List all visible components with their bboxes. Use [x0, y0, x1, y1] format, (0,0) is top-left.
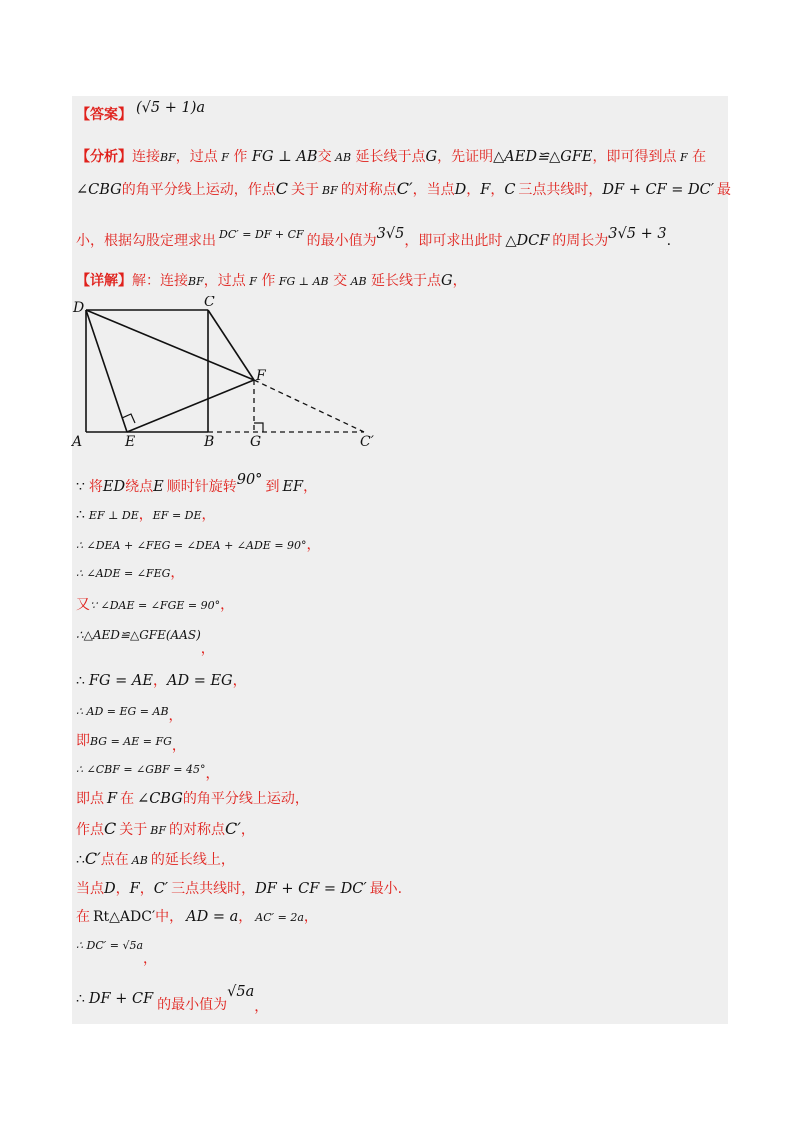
step-15: 在 Rt△ADC′中， AD = a， AC′ = 2a， [76, 909, 318, 925]
step-10: ∴ ∠CBF = ∠GBF = 45°， [76, 763, 220, 782]
analysis-line-1: 【分析】连接BF，过点 F 作 FG ⊥ AB交 AB 延长线于点G，先证明△AED≌△GFE，即可得到点 F 在 [76, 149, 707, 165]
answer-label: 【答案】 [76, 107, 132, 123]
geometry-figure [0, 296, 800, 456]
detail-label: 【详解】 [76, 273, 132, 289]
label-G: G [250, 434, 262, 450]
step-13: ∴C′点在 AB 的延长线上， [76, 849, 235, 868]
analysis-label: 【分析】 [76, 149, 132, 165]
step-1: ∵ 将ED绕点E 顺时针旋转90° 到 EF， [76, 472, 318, 495]
label-B: B [204, 434, 215, 450]
step-16: ∴ DC′ = √5a， [76, 939, 158, 967]
step-17: ∴ DF + CF 的最小值为√5a， [76, 984, 269, 1015]
step-11: 即点 F 在 ∠CBG的角平分线上运动， [76, 791, 309, 807]
step-8: ∴ AD = EG = AB， [76, 705, 183, 724]
segment-DE [86, 310, 127, 432]
label-E: E [125, 434, 136, 450]
step-3: ∴ ∠DEA + ∠FEG = ∠DEA + ∠ADE = 90°， [76, 537, 321, 553]
label-C: C [204, 296, 215, 310]
step-12: 作点C 关于 BF 的对称点C′， [76, 819, 255, 838]
step-14: 当点D，F，C′ 三点共线时，DF + CF = DC′ 最小. [76, 881, 403, 897]
analysis-line-2: ∠CBG的角平分线上运动，作点C 关于 BF 的对称点C′，当点D，F，C 三点共线时，DF + CF = DC′ 最 [76, 179, 732, 198]
step-5: 又∵ ∠DAE = ∠FGE = 90°， [76, 597, 235, 613]
step-7: ∴ FG = AE，AD = EG， [76, 673, 247, 689]
segment-CF [208, 310, 254, 380]
label-A: A [72, 434, 83, 450]
analysis-line-3: 小，根据勾股定理求出 $^{DC' = DF + CF}$ 的最小值为3√5，即可求出此时 △DCF 的周长为3√5 + 3. [76, 226, 672, 249]
step-9: 即BG = AE = FG， [76, 733, 186, 754]
step-6: ∴△AED≌△GFE(AAS)， [76, 628, 215, 657]
segment-DF [86, 310, 254, 380]
step-2: ∴ EF ⊥ DE，EF = DE， [76, 507, 216, 523]
segment-EF [127, 380, 254, 432]
label-D: D [73, 300, 85, 316]
segment-FC-prime [254, 380, 364, 432]
answer-formula: (√5 + 1)a [136, 100, 206, 116]
label-C-prime: C′ [360, 434, 374, 450]
detail-intro-line: 【详解】解：连接BF，过点 F 作 FG ⊥ AB 交 AB 延长线于点G， [76, 273, 467, 289]
answer-line [76, 100, 206, 124]
right-angle-G [254, 423, 263, 432]
step-4: ∴ ∠ADE = ∠FEG， [76, 565, 185, 581]
label-F: F [256, 368, 266, 384]
